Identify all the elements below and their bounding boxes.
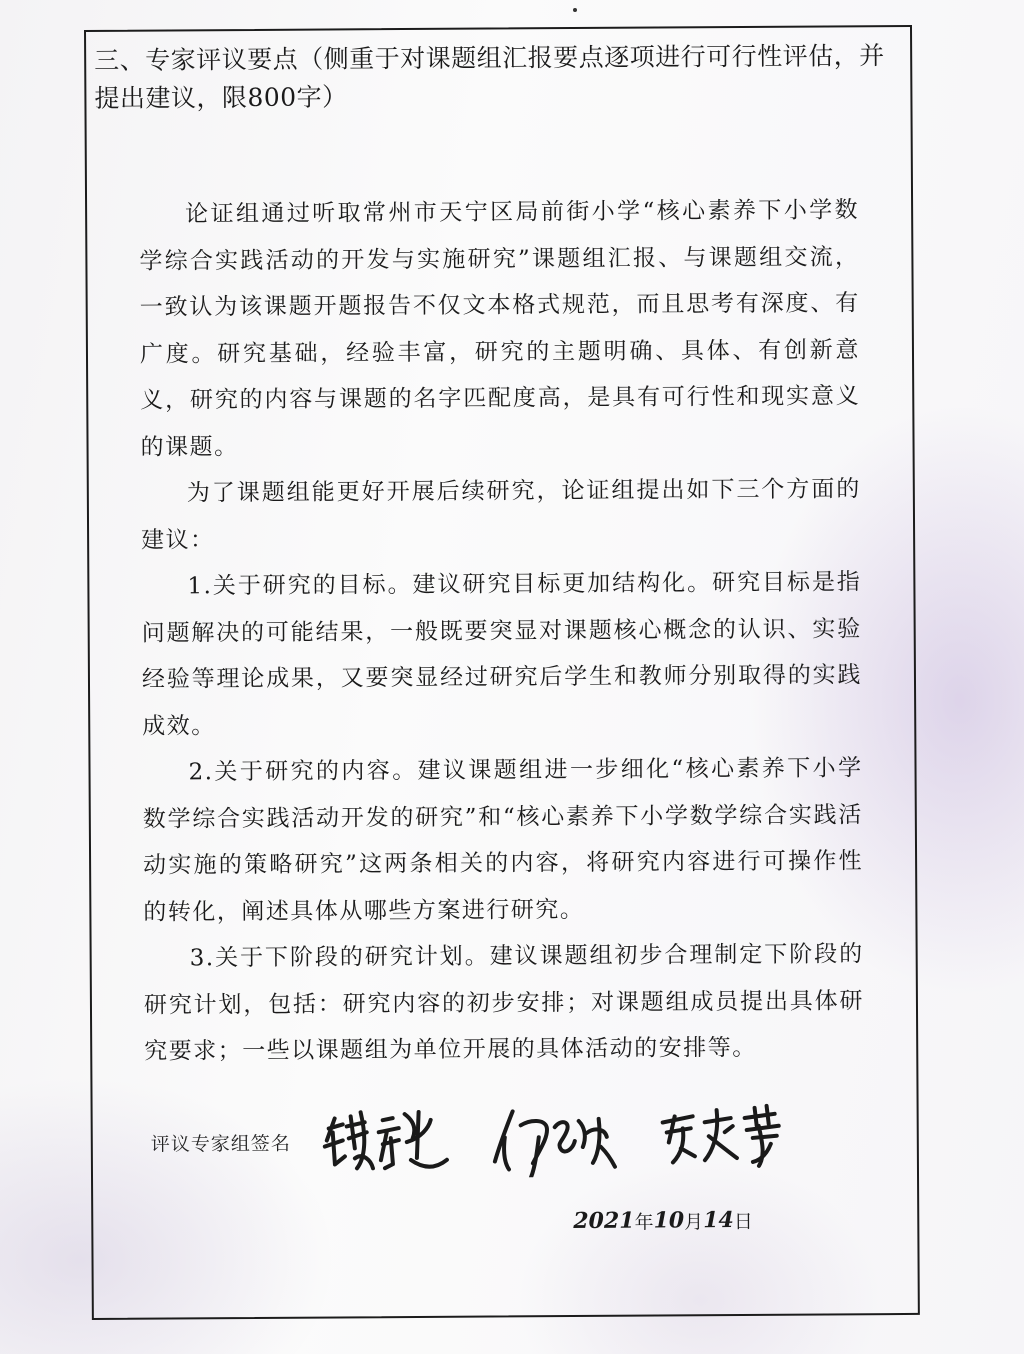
signature-label: 评议专家组签名 <box>150 1133 291 1156</box>
date-day: 14 <box>703 1207 734 1234</box>
date-year: 2021 <box>573 1207 635 1235</box>
paragraph-summary: 论证组通过听取常州市天宁区局前街小学“核心素养下小学数学综合实践活动的开发与实施研究”课题组汇报、与课题组交流，一致认为该课题开题报告不仅文本格式规范，而且思考有深度、有广度。研究基础，经验丰富，研究的主题明确、具体、有创新意义，研究的内容与课题的名字匹配度高，是具有可行性和现实意义的课题。 <box>139 197 861 461</box>
date-year-char: 年 <box>634 1212 654 1234</box>
signature-3 <box>655 1096 795 1177</box>
paragraph-intro: 为了课题组能更好开展后续研究，论证组提出如下三个方面的建议： <box>141 476 861 554</box>
scan-speck <box>573 8 577 12</box>
paragraph-suggestion-1: 1.关于研究的目标。建议研究目标更加结构化。研究目标是指问题解决的可能结果，一般既要突显对课题核心概念的认识、实验经验等理论成果，又要突显经过研究后学生和教师分别取得的实践成效。 <box>141 569 863 740</box>
signing-date <box>573 1200 753 1241</box>
form-box <box>84 25 920 1320</box>
date-day-char: 日 <box>733 1211 753 1233</box>
review-comments <box>139 187 864 1075</box>
date-month: 10 <box>653 1207 685 1234</box>
paragraph-suggestion-3: 3.关于下阶段的研究计划。建议课题组初步合理制定下阶段的研究计划，包括：研究内容的初步安排；对课题组成员提出具体研究要求；一些以课题组为单位开展的具体活动的安排等。 <box>143 941 865 1065</box>
date-month-char: 月 <box>684 1211 704 1233</box>
signature-2 <box>491 1097 621 1178</box>
paragraph-suggestion-2: 2.关于研究的内容。建议课题组进一步细化“核心素养下小学数学综合实践活动开发的研究”和“核心素养下小学数学综合实践活动实施的策略研究”这两条相关的内容，将研究内容进行可操作性的转化，阐述具体从哪些方案进行研究。 <box>142 755 864 926</box>
section-heading: 三、专家评议要点（侧重于对课题组汇报要点逐项进行可行性评估，并提出建议，限800字） <box>94 41 885 113</box>
signature-1 <box>321 1098 451 1179</box>
